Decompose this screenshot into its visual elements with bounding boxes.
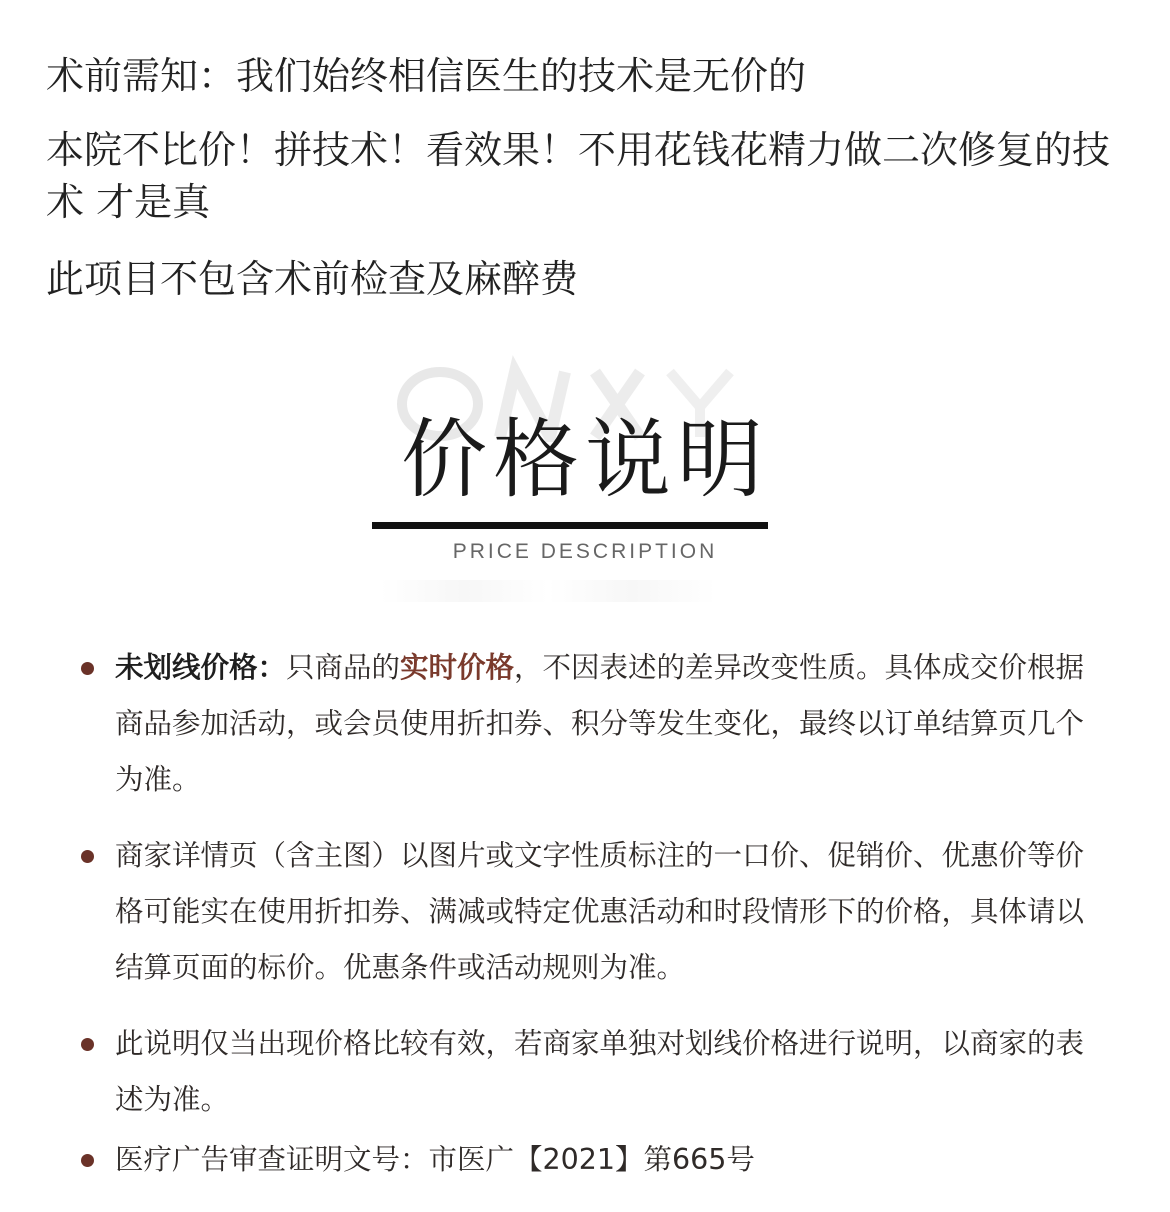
title-underline [372,522,768,529]
item-text-post: ，不因表述的差异改变性质。具体成交价根据商品参加活动，或会员使用折扣券、积分等发生变化，最终以订单结算页几个为准。 [115,651,1085,796]
bullet-dot [81,662,94,675]
list-item-ad-license [115,1132,1085,1188]
item-highlight: 实时价格 [400,651,515,684]
item-text-pre: 只商品的 [286,651,401,684]
item-text: 商家详情页（含主图）以图片或文字性质标注的一口价、促销价、优惠价等价格可能实在使用折扣券、满减或特定优惠活动和时段情形下的价格，具体请以结算页面的标价。优惠条件或活动规则为准。 [115,839,1085,984]
item-text: 医疗广告审查证明文号：市医广【2021】第665号 [115,1143,755,1176]
bullet-dot [81,850,94,863]
bullet-dot [81,1154,94,1167]
bullet-dot [81,1038,94,1051]
item-label: 未划线价格： [115,651,287,684]
item-text: 此说明仅当出现价格比较有效，若商家单独对划线价格进行说明，以商家的表述为准。 [115,1027,1085,1116]
notice-line-3: 此项目不包含术前检查及麻醉费 [46,257,579,301]
notice-line-1: 术前需知：我们始终相信医生的技术是无价的 [46,54,807,98]
page-subtitle: PRICE DESCRIPTION [452,540,718,563]
list-item-detail-page [115,828,1085,996]
notice-line-2: 本院不比价！拼技术！看效果！不用花钱花精力做二次修复的技术 才是真 [46,128,1111,224]
faint-decoration [380,580,800,602]
list-item-validity [115,1016,1085,1128]
list-item-strikethrough-price [115,640,1085,808]
page-title: 价格说明 [401,410,769,510]
